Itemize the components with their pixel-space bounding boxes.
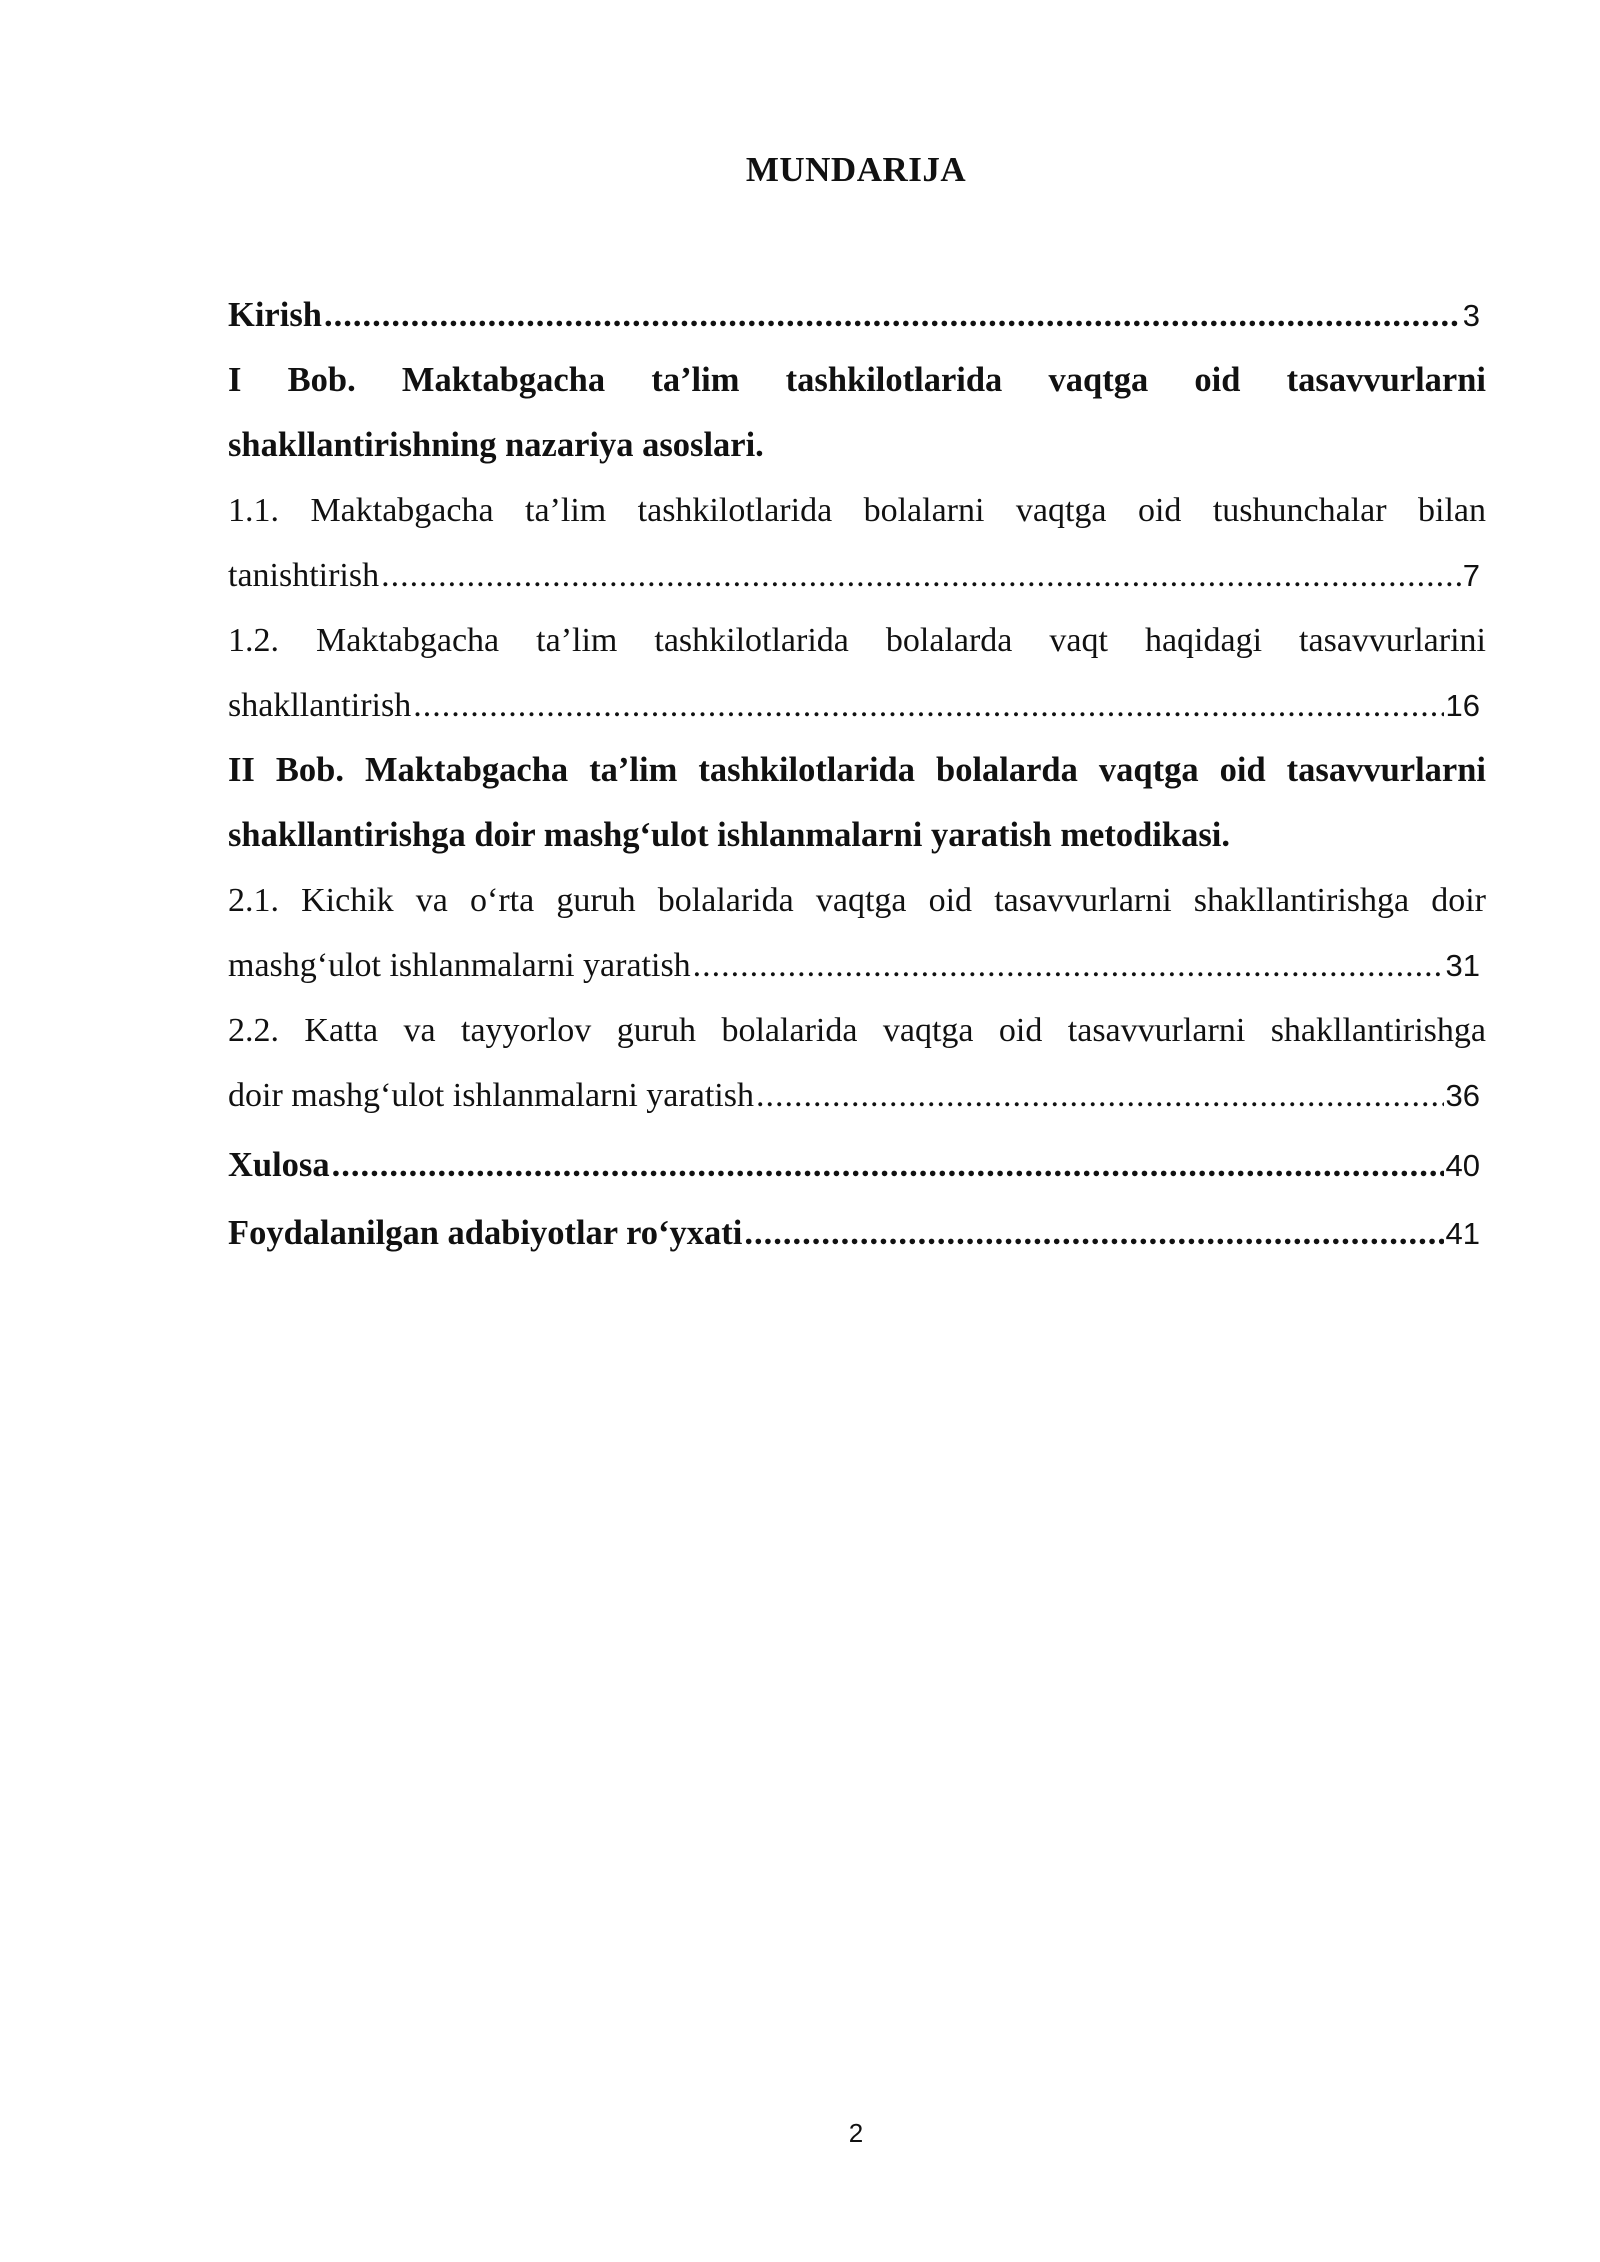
toc-entry-label: shakllantirishga doir mashg‘ulot ishlanmalarni yaratish metodikasi.	[228, 816, 1230, 854]
toc-entry-label: shakllantirish	[228, 687, 412, 724]
toc-page-number: 41	[1445, 1216, 1480, 1251]
toc-chapter2-line2[interactable]	[228, 803, 1486, 868]
toc-entry-kirish[interactable]	[228, 283, 1486, 348]
page-title: MUNDARIJA	[745, 150, 967, 189]
toc-entry-label: mashg‘ulot ishlanmalarni yaratish	[228, 947, 691, 984]
toc-entry-label: Xulosa	[228, 1146, 330, 1184]
dot-leader	[332, 1128, 1444, 1203]
toc-entry-label: doir mashg‘ulot ishlanmalarni yaratish	[228, 1077, 754, 1114]
toc-section-2-2-line2[interactable]	[228, 1063, 1486, 1128]
toc-entry-xulosa[interactable]	[228, 1128, 1486, 1198]
page-number: 2	[848, 2118, 864, 2148]
toc-section-1-1-line2[interactable]	[228, 543, 1486, 608]
toc-page-number: 16	[1445, 688, 1480, 723]
toc-section-2-1-line1[interactable]: 2.1. Kichik va o‘rta guruh bolalarida vaqtga oid tasavvurlarni shakllantirishga doir	[228, 882, 1486, 919]
toc-section-1-2-line2[interactable]	[228, 673, 1486, 738]
toc-chapter1-line1[interactable]: I Bob. Maktabgacha ta’lim tashkilotlarida vaqtga oid tasavvurlarni	[228, 361, 1486, 399]
dot-leader	[413, 673, 1443, 738]
table-of-contents	[228, 283, 1486, 1268]
toc-entry-adabiyotlar[interactable]	[228, 1198, 1486, 1268]
dot-leader	[381, 543, 1461, 608]
dot-leader	[693, 933, 1444, 998]
dot-leader	[756, 1063, 1444, 1128]
toc-section-2-1-line2[interactable]	[228, 933, 1486, 998]
toc-chapter1-line2[interactable]	[228, 413, 1486, 478]
toc-section-1-2-line1[interactable]: 1.2. Maktabgacha ta’lim tashkilotlarida bolalarda vaqt haqidagi tasavvurlarini	[228, 622, 1486, 659]
toc-entry-label: Kirish	[228, 296, 322, 334]
dot-leader	[324, 283, 1461, 348]
toc-page-number: 7	[1462, 558, 1480, 593]
toc-page-number: 31	[1445, 948, 1480, 983]
toc-page-number: 40	[1445, 1148, 1480, 1183]
toc-section-1-1-line1[interactable]: 1.1. Maktabgacha ta’lim tashkilotlarida bolalarni vaqtga oid tushunchalar bilan	[228, 492, 1486, 529]
toc-entry-label: tanishtirish	[228, 557, 380, 594]
toc-page-number: 3	[1462, 298, 1480, 333]
toc-entry-label: Foydalanilgan adabiyotlar ro‘yxati	[228, 1214, 743, 1252]
toc-page-number: 36	[1445, 1078, 1480, 1113]
toc-chapter2-line1[interactable]: II Bob. Maktabgacha ta’lim tashkilotlarida bolalarda vaqtga oid tasavvurlarni	[228, 751, 1486, 789]
dot-leader	[744, 1198, 1443, 1268]
toc-entry-label: shakllantirishning nazariya asoslari.	[228, 426, 764, 464]
toc-section-2-2-line1[interactable]: 2.2. Katta va tayyorlov guruh bolalarida vaqtga oid tasavvurlarni shakllantirishga	[228, 1012, 1486, 1049]
